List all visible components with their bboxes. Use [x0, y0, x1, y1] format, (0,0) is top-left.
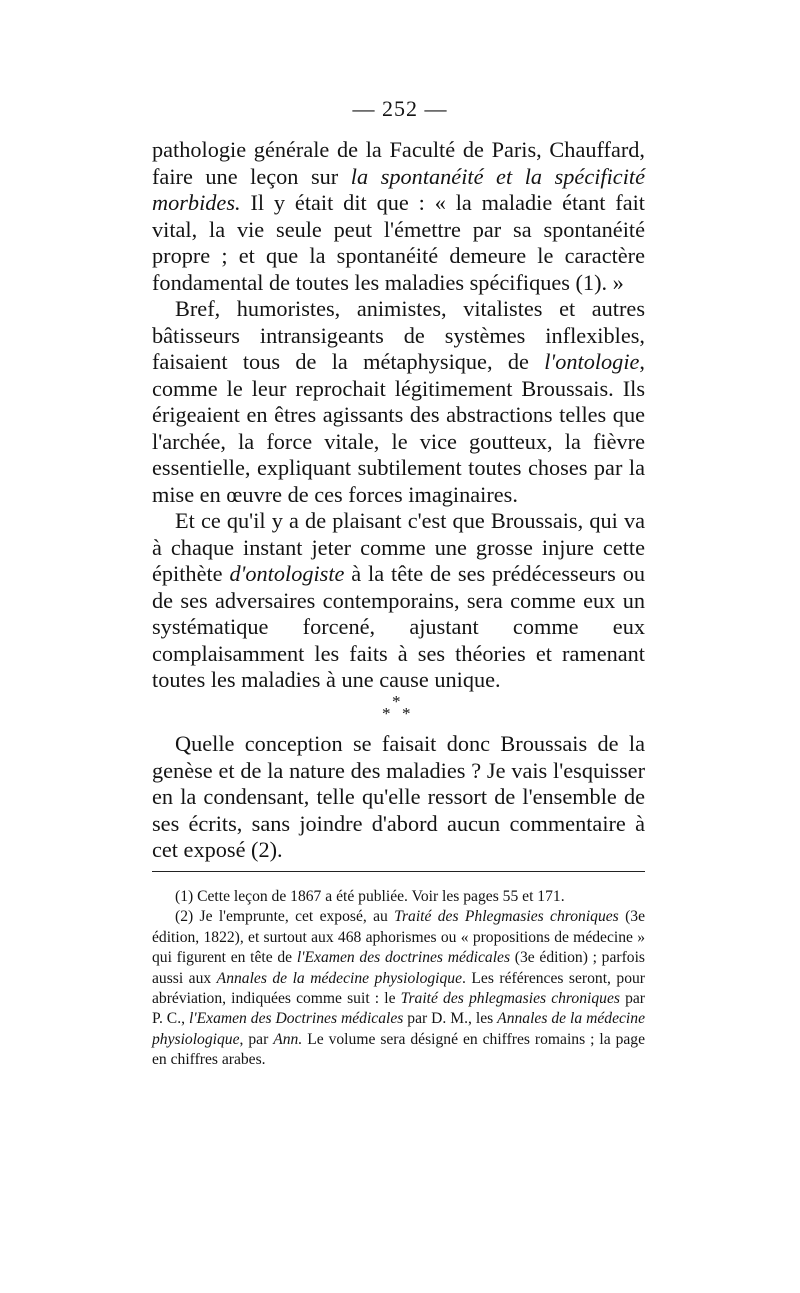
italic-term: d'ontologiste [229, 561, 345, 586]
main-text [152, 137, 645, 694]
text-run: (2) Je l'emprunte, cet exposé, au [175, 908, 395, 926]
section-asterism [0, 692, 800, 732]
paragraph-3 [152, 508, 645, 694]
text-run: Bref, humoristes, animistes, vitalistes et autres bâtisseurs intransigeants de systèmes inflexibles, faisaient tous de la métaphysique, de [152, 296, 645, 374]
italic-title: Annales de la médecine physiologique [152, 1010, 645, 1048]
footnote-1: (1) Cette leçon de 1867 a été publiée. Voir les pages 55 et 171. [175, 888, 565, 905]
text-run: par P. C., [152, 990, 645, 1028]
text-run: à la tête de ses prédécesseurs ou de ses adversaires contemporains, sera comme eux un systématique forcené, ajustant comme eux complaisamment les faits à ses théories et ramenant toutes les maladies à une cause unique. [152, 561, 645, 692]
text-run: (3e édition) ; parfois aussi aux [152, 949, 645, 987]
asterisk: * [392, 692, 401, 711]
italic-term: l'ontologie [544, 349, 640, 374]
paragraph-2 [152, 296, 645, 508]
paragraph-4: Quelle conception se faisait donc Broussais de la genèse et de la nature des maladies ? Je vais l'esquisser en la condensant, telle qu'elle ressort de l'ensemble de ses écrits, sans joindre d'abord aucun commentaire à cet exposé (2). [152, 731, 645, 862]
footnote-rule [152, 871, 645, 872]
page-number: — 252 — [352, 96, 448, 121]
text-run: Le volume sera désigné en chiffres romains ; la page en chiffres arabes. [152, 1030, 646, 1069]
text-run: pathologie générale de la Faculté de Paris, Chauffard, faire une leçon sur [152, 137, 645, 189]
italic-title: Traité des phlegmasies chroniques [400, 990, 620, 1008]
footnotes [152, 887, 645, 1071]
text-run: , comme le leur reprochait légitimement Broussais. Ils érigeaient en êtres agissants des abstractions telles que l'archée, la force vitale, le vice goutteux, la fièvre essentielle, expliquant subtilement toutes choses par la mise en œuvre de ces forces imaginaires. [152, 349, 645, 507]
italic-title: l'Examen des Doctrines médicales [188, 1010, 404, 1028]
text-run: . Les références seront, pour abréviation, indiquées comme suit : le [152, 969, 645, 1008]
text-run: par D. M., les [403, 1010, 498, 1028]
asterisk: * [382, 704, 391, 723]
text-run: Et ce qu'il y a de plaisant c'est que Broussais, qui va à chaque instant jeter comme une grosse injure cette épithète [152, 508, 645, 586]
asterisk: * [402, 704, 411, 723]
italic-title: Annales de la médecine physiologique [216, 969, 463, 987]
text-run: Il y était dit que : « la maladie étant fait vital, la vie seule peut l'émettre par sa spontanéité propre ; et que la spontanéité demeure le caractère fondamental de toutes les maladies spécifiques (1). » [152, 190, 645, 295]
main-text-continued [152, 731, 645, 864]
footnote-2 [152, 907, 645, 1070]
italic-title: l'Examen des doctrines médicales [296, 949, 511, 967]
italic-abbrev: Ann. [273, 1030, 303, 1048]
paragraph-1 [152, 137, 645, 296]
text-run: , par [239, 1030, 274, 1048]
text-run: (3e édition, 1822), et surtout aux 468 aphorismes ou « propositions de médecine » qui figurent en tête de [152, 908, 645, 967]
italic-title: Traité des Phlegmasies chroniques [394, 908, 619, 926]
italic-title: la spontanéité et la spécificité morbides. [152, 163, 645, 215]
